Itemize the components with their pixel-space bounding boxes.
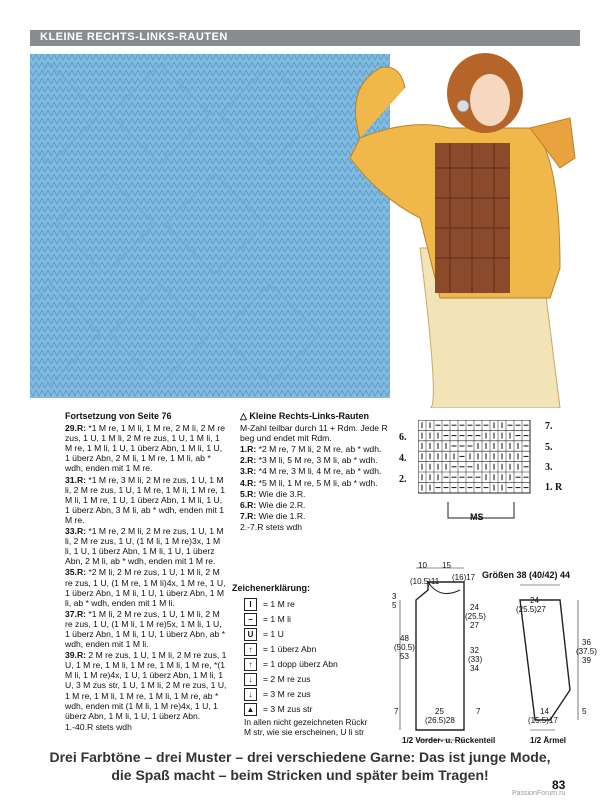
chart-label-5: 5. bbox=[545, 442, 553, 453]
chart-label-3: 3. bbox=[545, 462, 553, 473]
legend-title: Zeichenerklärung: bbox=[232, 583, 311, 593]
ms-label: MS bbox=[470, 512, 484, 522]
chart-label-4: 4. bbox=[399, 453, 407, 464]
sleeve-bottom-2: (15.5)17 bbox=[528, 716, 558, 725]
schematic-width-25: (25.5) bbox=[465, 612, 486, 621]
chart-label-1: 1. R bbox=[545, 482, 563, 493]
mrow-5: 5.R: Wie die 3.R. bbox=[240, 488, 306, 499]
watermark: PassionForum.ru bbox=[512, 790, 566, 797]
sleeve-label: 1/2 Ärmel bbox=[530, 736, 567, 745]
schematic-h33: (33) bbox=[468, 655, 483, 664]
chart-label-6: 6. bbox=[399, 432, 407, 443]
legend-item: ↓ = 2 M re zus bbox=[244, 673, 311, 686]
sizes-title: Größen 38 (40/42) 44 bbox=[482, 570, 571, 580]
chart-label-7: 7. bbox=[545, 421, 553, 432]
schematic-top-a: 10 bbox=[418, 561, 427, 570]
mrow-6: 6.R: Wie die 2.R. bbox=[240, 499, 306, 510]
row-33: 33.R: *1 M re, 2 M li, 2 M re zus, 1 U, 1 M li, 2 M re zus, 1 U, (1 M li, 1 M re)3x, 1 M li, 1 U, 1 überz Abn, 1 M li, 1 U, 1 überz Abn, 2 M li, ab * wdh, enden mit 1 M re. bbox=[65, 526, 224, 567]
legend-note: In allen nicht gezeichneten Rückr M str, wie sie erscheinen, U li str bbox=[244, 717, 368, 737]
caption-line-2: die Spaß macht – beim Stricken und später beim Tragen! bbox=[111, 767, 489, 783]
row-39: 39.R: 2 M re zus, 1 U, 1 M li, 2 M re zus, 1 U, 1 M re, 1 M li, 1 M re, 1 M li, 1 M re, *(1 M li, 1 M re)4x, 1 U, 1 überz Abn, 1 M li, 1 U, 3 M zus str, 1 U, 1 M li, 2 M re zus, 1 U, 1 M re, 1 M li, 1 M re, 1 M li, 1 M re, ab * wdh, enden mit (1 M li, 1 M re)4x, 1 U, 1 überz Abn, 1 M li, 1 U, 1 überz Abn. bbox=[65, 650, 227, 721]
middle-heading: △ Kleine Rechts-Links-Rauten bbox=[240, 411, 369, 421]
legend-item: ▲ = 3 M zus str bbox=[244, 703, 312, 716]
legend-item: ↓ = 3 M re zus bbox=[244, 688, 311, 701]
legend-item: − = 1 M li bbox=[244, 613, 291, 626]
mrow-7: 7.R: Wie die 1.R. bbox=[240, 510, 306, 521]
row-37: 37.R: *1 M li, 2 M re zus, 1 U, 1 M li, 2 M re zus, 1 U, (1 M li, 1 M re)5x, 1 M li, 1 U, 1 überz Abn, 1 M li, 1 U, 1 überz Abn, ab * wdh, enden mit 1 M li. bbox=[65, 608, 226, 650]
mrow-4: 4.R: *5 M li, 1 M re, 5 M li, ab * wdh. bbox=[240, 477, 378, 488]
sleeve-h5: 5 bbox=[582, 707, 587, 716]
legend-item: ↑ = 1 überz Abn bbox=[244, 643, 316, 656]
schematic-top-c: (10.5)11 bbox=[410, 577, 440, 586]
mrow-2: 2.R: *3 M li, 5 M re, 3 M li, ab * wdh. bbox=[240, 455, 378, 466]
knitting-chart-grid bbox=[418, 420, 533, 495]
schematic-h34: 34 bbox=[470, 664, 479, 673]
schematic-bottom-26: (26.5)28 bbox=[425, 716, 455, 725]
schematic-top-b: 15 bbox=[442, 561, 451, 570]
row-repeat: 1.-40.R stets wdh bbox=[65, 721, 132, 732]
mrow-1: 1.R: *2 M re, 7 M li, 2 M re, ab * wdh. bbox=[240, 444, 382, 455]
schematic-width-24: 24 bbox=[470, 603, 479, 612]
page-number: 83 bbox=[552, 778, 566, 792]
schematic-h7a: 7 bbox=[394, 707, 399, 716]
middle-column bbox=[240, 411, 390, 533]
schematic-back-label: 1/2 Vorder- u. Rückenteil bbox=[402, 736, 496, 745]
row-31: 31.R: *1 M re, 3 M li, 2 M re zus, 1 U, 1 M li, 2 M re zus, 1 U, 1 M re, 1 M li, 1 M re, 1 M li, 1 M re, 1 U, 1 überz Abn, 1 M li, 1 U, 1 überz Abn, 3 M li, ab * wdh, enden mit 1 M re. bbox=[65, 474, 225, 525]
legend-item: I = 1 M re bbox=[244, 598, 295, 611]
schematic-bottom-25: 25 bbox=[435, 707, 444, 716]
schematic-left-5: 5 bbox=[392, 601, 397, 610]
schematic-h32: 32 bbox=[470, 646, 479, 655]
sleeve-h37: (37.5) bbox=[576, 647, 597, 656]
row-35: 35.R: *2 M li, 2 M re zus, 1 U, 1 M li, 2 M re zus, 1 U, (1 M re, 1 M li)4x, 1 M re, 1 U, 1 überz Abn, 1 M li, 1 U, 1 überz Abn, 1 M li, ab * wdh, enden mit 1 M li. bbox=[65, 567, 226, 608]
sleeve-top: 24 bbox=[530, 596, 539, 605]
caption-line-1: Drei Farbtöne – drei Muster – drei verschiedene Garne: Das ist junge Mode, bbox=[49, 749, 551, 765]
schematic-h53: 53 bbox=[400, 652, 409, 661]
page-title: KLEINE RECHTS-LINKS-RAUTEN bbox=[40, 31, 228, 43]
sleeve-bottom: 14 bbox=[540, 707, 549, 716]
row-29: 29.R: *1 M re, 1 M li, 1 M re, 2 M li, 2 M re zus, 1 U, 1 M li, 2 M re zus, 1 U, 1 M li, 1 M re, 1 M li, 1 U, 1 überz Abn, 1 M li, 1 U, 1 überz Abn, 2 M li, 1 M re, 1 M li, ab * wdh, enden mit 1 M re. bbox=[65, 423, 225, 474]
schematic-h7b: 7 bbox=[476, 707, 481, 716]
schematic-width-27: 27 bbox=[470, 621, 479, 630]
mrow-3: 3.R: *4 M re, 3 M li, 4 M re, ab * wdh. bbox=[240, 466, 382, 477]
legend-item: ↑ = 1 dopp überz Abn bbox=[244, 658, 338, 671]
fashion-illustration bbox=[320, 48, 595, 408]
schematic-left-3: 3 bbox=[392, 592, 397, 601]
middle-intro: M-Zahl teilbar durch 11 + Rdm. Jede R beg und endet mit Rdm. bbox=[240, 423, 388, 444]
schematic-h50: (50.5) bbox=[394, 643, 415, 652]
sleeve-h36: 36 bbox=[582, 638, 591, 647]
chart-label-2: 2. bbox=[399, 474, 407, 485]
left-column bbox=[65, 411, 228, 733]
schematic-top-d: (16)17 bbox=[452, 573, 476, 582]
left-heading: Fortsetzung von Seite 76 bbox=[65, 411, 172, 421]
sleeve-h39: 39 bbox=[582, 656, 591, 665]
mrow-repeat: 2.-7.R stets wdh bbox=[240, 521, 303, 532]
legend-item: U = 1 U bbox=[244, 628, 284, 641]
sleeve-top-2: (25.5)27 bbox=[516, 605, 546, 614]
schematic-h48: 48 bbox=[400, 634, 409, 643]
